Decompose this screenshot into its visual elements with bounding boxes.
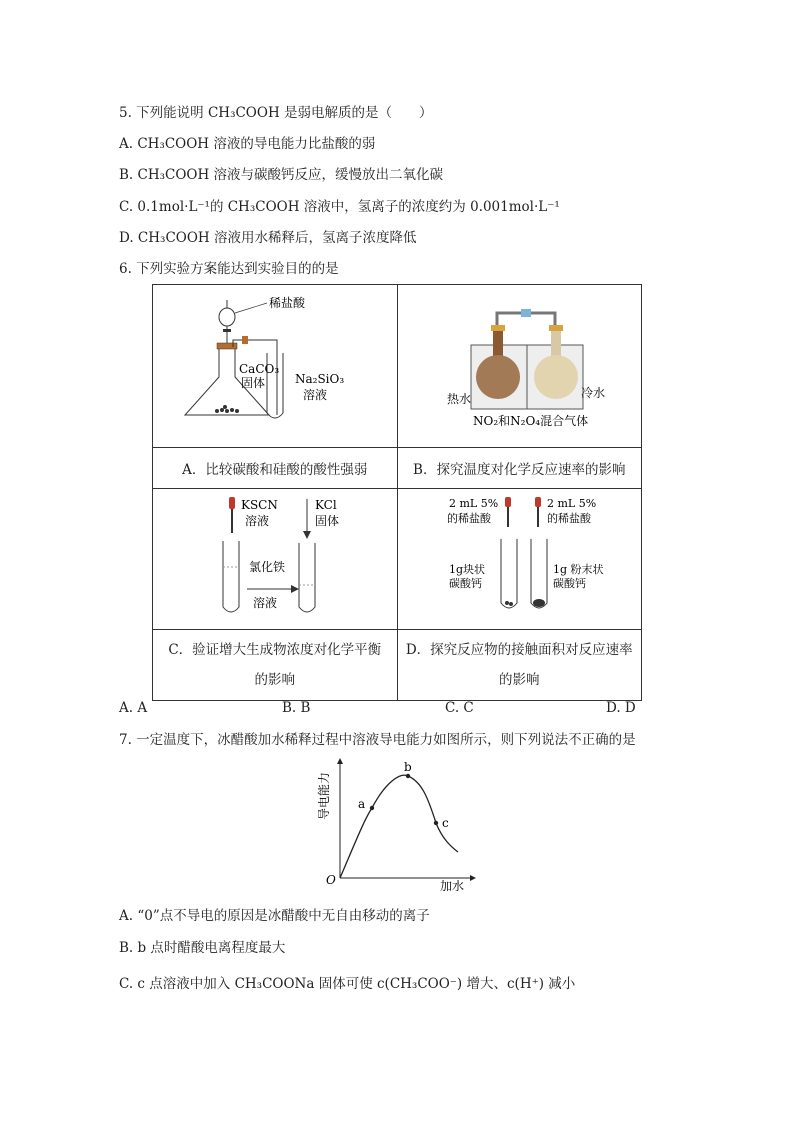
point-a-label: a: [358, 797, 366, 811]
y-axis-label: 导电能力: [317, 771, 331, 820]
q7-option-a: A. “0”点不导电的原因是冰醋酸中无自由移动的离子: [119, 908, 430, 924]
conductivity-curve: [340, 775, 458, 878]
label-fecl3: 氯化铁: [249, 560, 286, 574]
cell-d-caption-line2: 的影响: [499, 672, 540, 688]
cell-a-caption: A．比较碳酸和硅酸的酸性强弱: [153, 448, 398, 489]
label-powder-1: 1g 粉末状: [553, 563, 604, 576]
q6-option-d: D. D: [606, 700, 636, 716]
label-kscn: KSCN: [241, 498, 279, 512]
q7-option-b: B. b 点时醋酸电离程度最大: [119, 940, 286, 956]
apparatus-d-diagram: [399, 489, 639, 625]
apparatus-b-diagram: [399, 285, 639, 443]
label-fecl3-solution: 溶液: [253, 596, 278, 610]
label-acid-left-2: 的稀盐酸: [447, 512, 492, 525]
cell-d-caption-line1: D．探究反应物的接触面积对反应速率: [405, 642, 633, 658]
x-axis-label: 加水: [440, 879, 465, 892]
q6-stem: 6. 下列实验方案能达到实验目的的是: [119, 261, 339, 277]
cell-a-figure: [153, 285, 398, 448]
point-c: [434, 821, 438, 825]
label-kcl-solid: 固体: [315, 514, 340, 528]
label-lump-2: 碳酸钙: [449, 577, 483, 590]
q5-option-d: D. CH₃COOH 溶液用水稀释后，氢离子浓度降低: [119, 230, 417, 246]
q6-option-c: C. C: [445, 700, 474, 716]
q5-option-b: B. CH₃COOH 溶液与碳酸钙反应，缓慢放出二氧化碳: [119, 167, 444, 183]
label-cold-water: 冷水: [581, 386, 606, 400]
cell-d-figure: [397, 489, 642, 630]
label-lump-1: 1g块状: [449, 563, 486, 576]
label-kscn-solution: 溶液: [245, 514, 270, 528]
cell-d-caption: [397, 630, 642, 701]
experiment-table: [152, 284, 642, 701]
apparatus-c-diagram: [157, 489, 392, 625]
apparatus-a-diagram: [157, 285, 392, 443]
point-c-label: c: [442, 816, 449, 830]
point-a: [370, 806, 374, 810]
label-caco3: CaCO₃: [239, 362, 280, 376]
label-powder-2: 碳酸钙: [553, 577, 587, 590]
cell-c-caption-line2: 的影响: [254, 672, 295, 688]
label-dilute-hcl: 稀盐酸: [269, 296, 306, 310]
conductivity-chart: [310, 758, 490, 892]
label-na2sio3-solution: 溶液: [303, 388, 328, 402]
origin-label: O: [326, 873, 336, 887]
label-hot-water: 热水: [447, 392, 472, 406]
label-no2-n2o4: NO₂和N₂O₄混合气体: [473, 414, 589, 428]
q7-stem: 7. 一定温度下，冰醋酸加水稀释过程中溶液导电能力如图所示，则下列说法不正确的是: [119, 732, 636, 748]
label-acid-right-2: 的稀盐酸: [547, 512, 592, 525]
q6-option-b: B. B: [282, 700, 311, 716]
label-na2sio3: Na₂SiO₃: [295, 372, 345, 386]
point-b-label: b: [404, 760, 412, 774]
label-kcl: KCl: [315, 498, 337, 512]
label-acid-right-1: 2 mL 5%: [547, 497, 597, 510]
q5-option-a: A. CH₃COOH 溶液的导电能力比盐酸的弱: [119, 136, 376, 152]
label-acid-left-1: 2 mL 5%: [449, 497, 499, 510]
label-solid: 固体: [241, 376, 266, 390]
cell-b-caption: B．探究温度对化学反应速率的影响: [397, 448, 642, 489]
cell-c-figure: [153, 489, 398, 630]
cell-c-caption-line1: C．验证增大生成物浓度对化学平衡: [168, 642, 382, 658]
cell-c-caption: [153, 630, 398, 701]
q7-option-c: C. c 点溶液中加入 CH₃COONa 固体可使 c(CH₃COO⁻) 增大、c(H⁺) 减小: [119, 976, 576, 992]
q5-stem: 5. 下列能说明 CH₃COOH 是弱电解质的是（ ）: [119, 105, 433, 121]
point-b: [406, 774, 410, 778]
q5-option-c: C. 0.1mol·L⁻¹的 CH₃COOH 溶液中，氢离子的浓度约为 0.001mol·L⁻¹: [119, 199, 560, 215]
q6-option-a: A. A: [119, 700, 148, 716]
cell-b-figure: [397, 285, 642, 448]
